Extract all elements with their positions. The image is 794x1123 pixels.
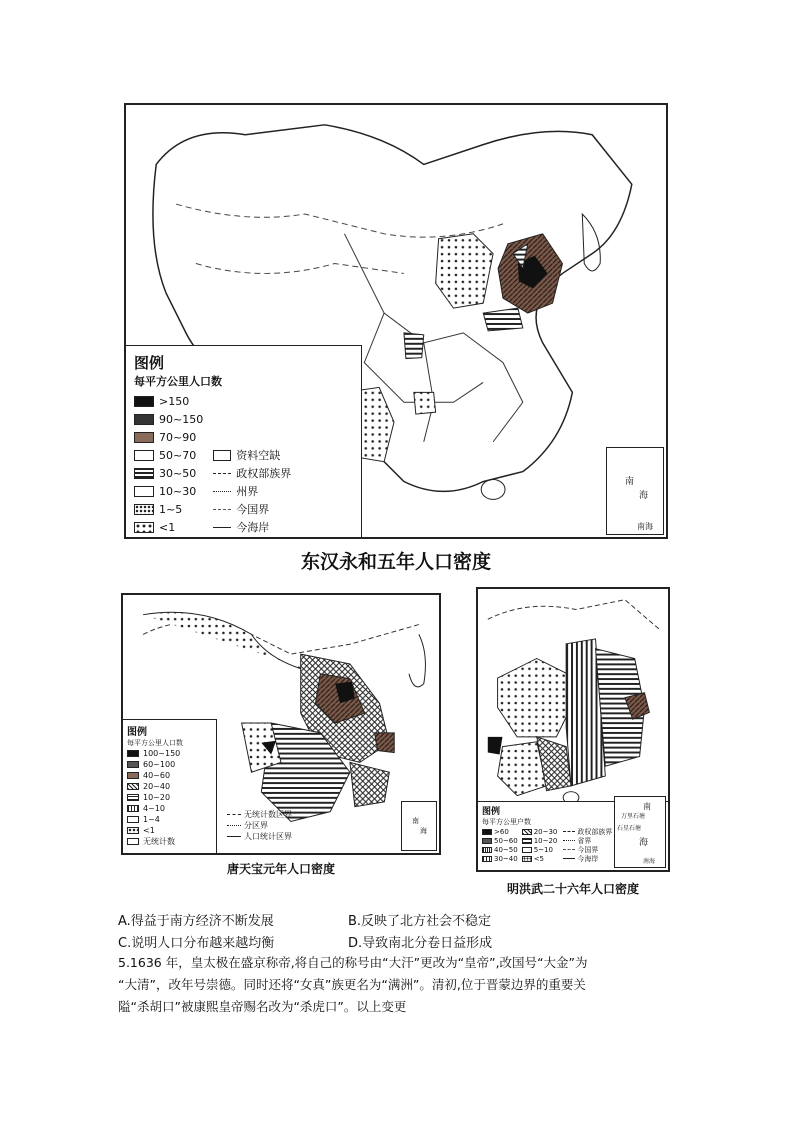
question-5-line-2: “大清”，改年号崇德。同时还将“女真”族更名为“满洲”。清初,位于晋蒙边界的重要关 [118, 977, 586, 992]
legend-item: 60~100 [127, 759, 212, 770]
legend-item: 10~20 [127, 792, 212, 803]
legend-item: 无统计数区界 [227, 809, 292, 820]
legend-subtitle: 每平方公里人口数 [127, 739, 183, 747]
legend-item: 州界 [213, 482, 291, 500]
legend-item: 50~60 [482, 836, 518, 845]
legend-item: 今国界 [213, 500, 291, 518]
question-5-line-1: 5.1636 年，皇太极在盛京称帝,将自己的称号由“大汗”更改为“皇帝”,改国号“大金”为 [118, 955, 588, 970]
legend-item: 无统计数 [127, 836, 212, 847]
legend-item: <1 [134, 518, 203, 536]
legend-item: 省界 [563, 836, 612, 845]
legend-item: 5~10 [522, 845, 558, 854]
legend-item: 人口统计区界 [227, 831, 292, 842]
option-b: B.反映了北方社会不稳定 [348, 914, 492, 929]
legend-item: 今国界 [563, 845, 612, 854]
question-5-line-3: 隘“杀胡口”被康熙皇帝赐名改为“杀虎口”。以上变更 [118, 999, 407, 1014]
legend-item: 1~4 [127, 814, 212, 825]
legend-subtitle: 每平方公里人口数 [134, 375, 222, 388]
map3-caption: 明洪武二十六年人口密度 [506, 882, 639, 896]
map2-legend [123, 719, 217, 855]
legend-item: 政权部族界 [563, 827, 612, 836]
legend-item: 40~50 [482, 845, 518, 854]
south-sea-inset: 南 海 [401, 801, 437, 851]
legend-subtitle: 每平方公里户数 [482, 818, 531, 826]
legend-item: <5 [522, 854, 558, 863]
legend-item: >150 [134, 392, 203, 410]
legend-item: 20~30 [522, 827, 558, 836]
legend-item: 10~20 [522, 836, 558, 845]
legend-item: 40~60 [127, 770, 212, 781]
legend-item: 4~10 [127, 803, 212, 814]
legend-item: 政权部族界 [213, 464, 291, 482]
legend-item: 70~90 [134, 428, 203, 446]
option-c: C.说明人口分布越来越均衡 [118, 936, 275, 951]
map1-legend [126, 345, 362, 539]
legend-item: 50~70 [134, 446, 203, 464]
legend-title: 图例 [482, 807, 501, 817]
option-a: A.得益于南方经济不断发展 [118, 914, 274, 929]
map2-boundary-legend [227, 809, 292, 842]
legend-item: 1~5 [134, 500, 203, 518]
legend-item: 分区界 [227, 820, 292, 831]
legend-item: 10~30 [134, 482, 203, 500]
legend-item: 100~150 [127, 748, 212, 759]
map-eastern-han [124, 103, 668, 539]
map-ming [476, 587, 670, 872]
option-d: D.导致南北分卷日益形成 [348, 936, 493, 951]
legend-item: 90~150 [134, 410, 203, 428]
legend-item: 今海岸 [563, 854, 612, 863]
map-tang [121, 593, 441, 855]
legend-item: 30~40 [482, 854, 518, 863]
south-sea-inset: 南 万里石塘 石星石塘 海 南海 [614, 796, 666, 868]
legend-item: 30~50 [134, 464, 203, 482]
map1-caption: 东汉永和五年人口密度 [300, 551, 491, 573]
legend-item: 20~40 [127, 781, 212, 792]
legend-title: 图例 [134, 354, 165, 372]
map2-caption: 唐天宝元年人口密度 [226, 862, 335, 876]
south-sea-inset: 南 海 南海 [606, 447, 664, 535]
legend-item: 今海岸 [213, 518, 291, 536]
legend-item: 资料空缺 [213, 446, 291, 464]
legend-item: >60 [482, 827, 518, 836]
legend-item: <1 [127, 825, 212, 836]
legend-title: 图例 [127, 727, 147, 738]
